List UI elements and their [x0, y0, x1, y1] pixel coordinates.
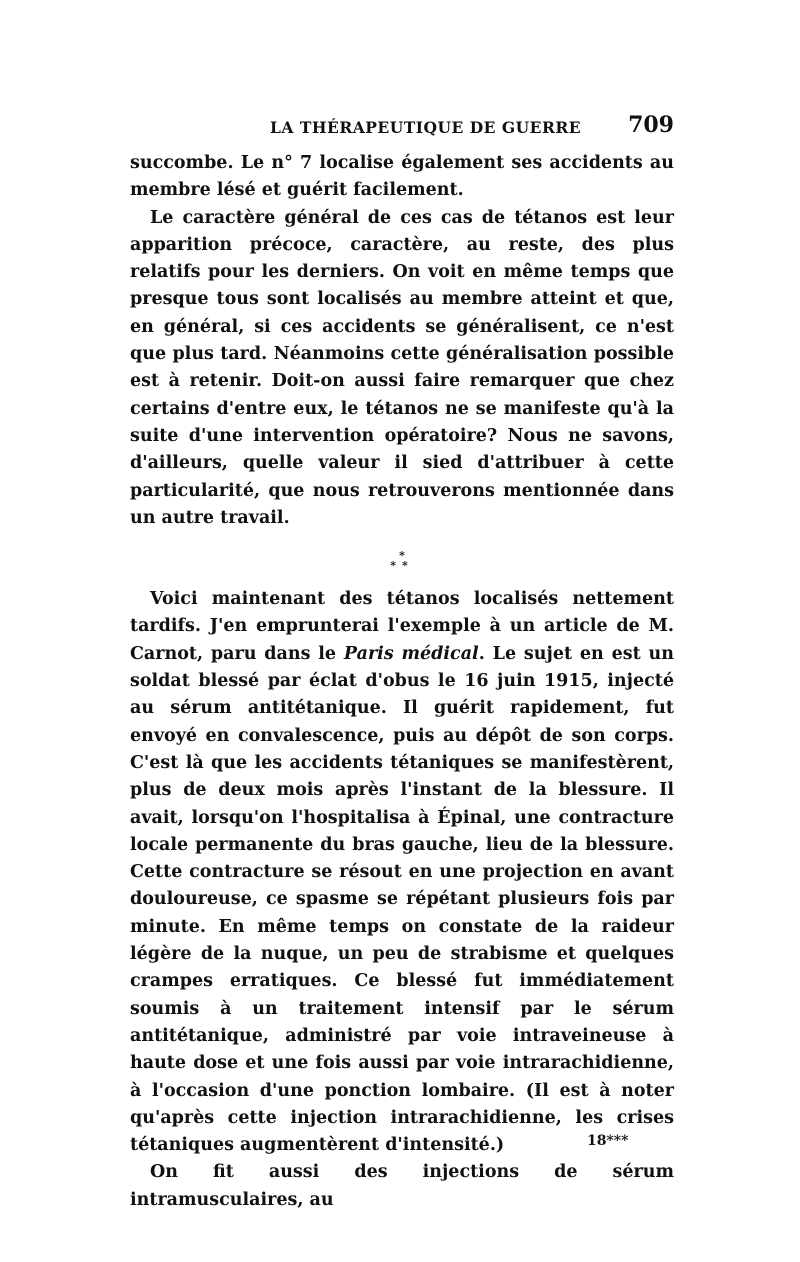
- paragraph-1: succombe. Le n° 7 localise également ses accidents au membre lésé et guérit facilement.: [130, 153, 674, 201]
- paragraph-3: [130, 586, 674, 1159]
- signature-mark: 18***: [587, 1133, 629, 1149]
- paragraph-2: Le caractère général de ces cas de tétanos est leur apparition précoce, caractère, au reste, des plus relatifs pour les derniers. On voit en même temps que presque tous sont localisés au membre atteint et que, en général, si ces accidents se généralisent, ce n'est que plus tard. Néanmoins cette généralisation possible est à retenir. Doit-on aussi faire remarquer que chez certains d'entre eux, le tétanos ne se manifeste qu'à la suite d'une intervention opératoire? Nous ne savons, d'ailleurs, quelle valeur il sied d'attribuer à cette particularité, que nous retrouverons mentionnée dans un autre travail.: [130, 207, 674, 528]
- paragraph-3-text-a: Voici maintenant des tétanos localisés nettement tardifs. J'en emprunterai l'exemple à un article de M. Carnot, paru dans le: [130, 589, 674, 664]
- ornament-star-top: *: [399, 549, 405, 563]
- page-header: [130, 112, 674, 142]
- paragraph-4: On fit aussi des injections de sérum intramusculaires, au: [130, 1162, 674, 1210]
- paragraph-3-text-b: . Le sujet en est un soldat blessé par éclat d'obus le 16 juin 1915, injecté au sérum antitétanique. Il guérit rapidement, fut envoyé en convalescence, puis au dépôt de son corps. C'est là que les accidents tétaniques se manifestèrent, plus de deux mois après l'instant de la blessure. Il avait, lorsqu'on l'hospitalisa à Épinal, une contracture locale permanente du bras gauche, lieu de la blessure. Cette contracture se résout en une projection en avant douloureuse, ce spasme se répétant plusieurs fois par minute. En même temps on constate de la raideur légère de la nuque, un peu de strabisme et quelques crampes erratiques. Ce blessé fut immédiatement soumis à un traitement intensif par le sérum antitétanique, administré par voie intraveineuse à haute dose et une fois aussi par voie intrarachidienne, à l'occasion d'une ponction lombaire. (Il est à noter qu'après cette injection intrarachidienne, les crises tétaniques augmentèrent d'intensité.): [130, 643, 674, 1156]
- running-title: LA THÉRAPEUTIQUE DE GUERRE: [270, 118, 582, 137]
- page-number: 709: [628, 112, 674, 138]
- journal-title: Paris médical: [343, 643, 479, 664]
- section-ornament: [130, 532, 674, 586]
- ornament-star-bottom: **: [390, 559, 414, 573]
- body-text: [130, 150, 674, 1214]
